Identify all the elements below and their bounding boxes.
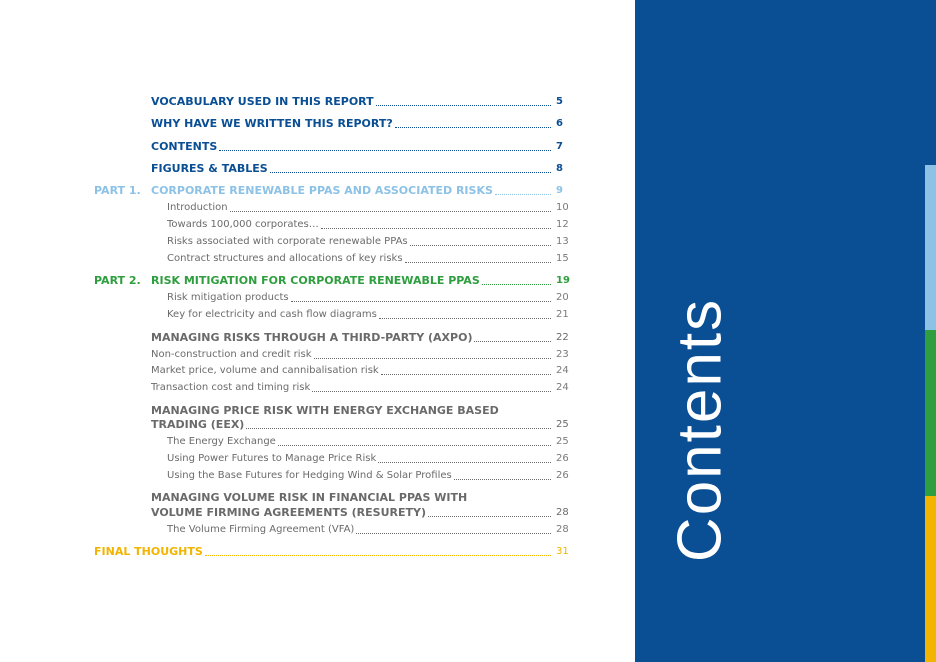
toc-subentry[interactable] [94, 291, 568, 305]
toc-label: Introduction [167, 202, 228, 213]
toc-label: The Energy Exchange [167, 436, 276, 447]
toc-entry-axpo[interactable] [94, 331, 568, 345]
part-number: PART 1. [94, 184, 141, 197]
toc-label: Contract structures and allocations of key risks [167, 253, 403, 264]
toc-entry-why[interactable] [94, 117, 568, 131]
toc-label: VOLUME FIRMING AGREEMENTS (RESURETY) [151, 506, 426, 519]
toc-label: TRADING (EEX) [151, 418, 245, 431]
toc-label: Market price, volume and cannibalisation risk [151, 365, 379, 376]
toc-subentry[interactable] [94, 381, 568, 395]
toc-page: 12 [556, 219, 569, 230]
toc-entry-resurety[interactable] [94, 506, 568, 520]
toc-subentry[interactable] [94, 364, 568, 378]
toc-label: Key for electricity and cash flow diagrams [167, 309, 377, 320]
toc-label: Using Power Futures to Manage Price Risk [167, 453, 377, 464]
toc-subentry[interactable] [94, 218, 568, 232]
toc-page: 24 [556, 365, 569, 376]
toc-entry-eex-line1[interactable]: MANAGING PRICE RISK WITH ENERGY EXCHANGE BASED [151, 404, 499, 417]
toc-page: 19 [556, 275, 570, 286]
toc-subentry[interactable] [94, 523, 568, 537]
toc-page: 10 [556, 202, 569, 213]
toc-label: FIGURES & TABLES [151, 162, 268, 175]
toc-entry-part1[interactable] [94, 184, 568, 198]
part1-color-strip [925, 165, 936, 330]
toc-subentry[interactable] [94, 252, 568, 266]
toc-entry-final[interactable] [94, 545, 568, 559]
toc-label: Risk mitigation products [167, 292, 289, 303]
part-number: PART 2. [94, 274, 141, 287]
toc-page: 21 [556, 309, 569, 320]
toc-subentry[interactable] [94, 469, 568, 483]
toc-label: RISK MITIGATION FOR CORPORATE RENEWABLE PPAS [151, 274, 480, 287]
toc-label: WHY HAVE WE WRITTEN THIS REPORT? [151, 117, 393, 130]
toc-page: 25 [556, 436, 569, 447]
toc-label: The Volume Firming Agreement (VFA) [167, 524, 355, 535]
toc-page: 15 [556, 253, 569, 264]
toc-page: 28 [556, 524, 569, 535]
toc-page: 20 [556, 292, 569, 303]
toc-label: Transaction cost and timing risk [151, 382, 311, 393]
toc-label: VOCABULARY USED IN THIS REPORT [151, 95, 374, 108]
toc-page: 6 [556, 118, 563, 129]
toc-page: 23 [556, 349, 569, 360]
toc-subentry[interactable] [94, 235, 568, 249]
toc-subentry[interactable] [94, 348, 568, 362]
part2-color-strip [925, 330, 936, 496]
toc-page: 13 [556, 236, 569, 247]
toc-page: 24 [556, 382, 569, 393]
toc-entry-figures[interactable] [94, 162, 568, 176]
toc-label: MANAGING RISKS THROUGH A THIRD-PARTY (AXPO) [151, 331, 473, 344]
toc-entry-contents[interactable] [94, 140, 568, 154]
page-title-text: Contents [665, 297, 735, 563]
toc-label: Using the Base Futures for Hedging Wind & Solar Profiles [167, 470, 452, 481]
toc-subentry[interactable] [94, 452, 568, 466]
toc-page: 25 [556, 419, 569, 430]
toc-page: 5 [556, 96, 563, 107]
toc-entry-vocabulary[interactable] [94, 95, 568, 109]
toc-entry-part2[interactable] [94, 274, 568, 288]
toc-subentry[interactable] [94, 201, 568, 215]
toc-page: 26 [556, 470, 569, 481]
table-of-contents [94, 0, 568, 662]
toc-page: 31 [556, 546, 569, 557]
toc-page: 22 [556, 332, 569, 343]
toc-page: 7 [556, 141, 563, 152]
toc-label: CORPORATE RENEWABLE PPAS AND ASSOCIATED RISKS [151, 184, 493, 197]
toc-page: 28 [556, 507, 569, 518]
toc-label: Towards 100,000 corporates… [167, 219, 319, 230]
toc-label: Risks associated with corporate renewable PPAs [167, 236, 408, 247]
toc-entry-resurety-line1[interactable]: MANAGING VOLUME RISK IN FINANCIAL PPAS WITH [151, 491, 468, 504]
toc-label: CONTENTS [151, 140, 218, 153]
toc-page: 8 [556, 163, 563, 174]
toc-subentry[interactable] [94, 308, 568, 322]
toc-page: 26 [556, 453, 569, 464]
toc-label: FINAL THOUGHTS [94, 545, 203, 558]
toc-entry-eex[interactable] [94, 418, 568, 432]
final-color-strip [925, 496, 936, 662]
toc-page: 9 [556, 185, 563, 196]
toc-label: Non-construction and credit risk [151, 349, 312, 360]
toc-subentry[interactable] [94, 435, 568, 449]
